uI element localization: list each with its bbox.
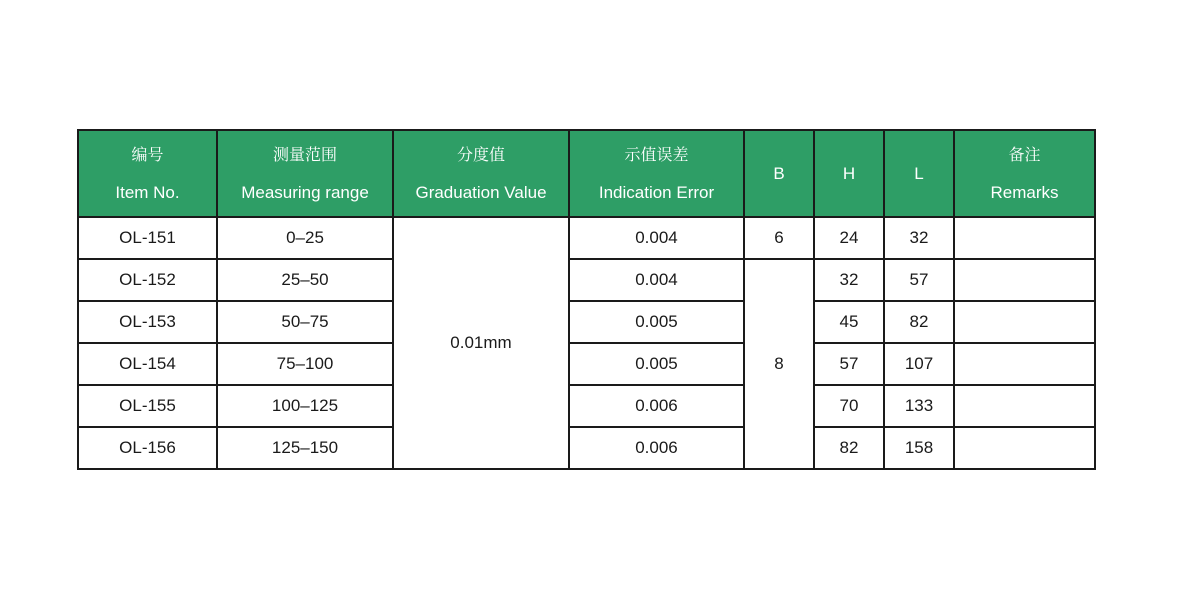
cell-remarks	[954, 385, 1095, 427]
header-remarks-zh: 备注	[1008, 144, 1041, 164]
cell-remarks	[954, 427, 1095, 469]
cell-indication-error: 0.004	[569, 217, 744, 259]
header-measuring-range-zh: 测量范围	[272, 144, 337, 164]
cell-graduation-value: 0.01mm	[393, 217, 569, 469]
header-indication-error-en: Indication Error	[598, 182, 715, 202]
header-measuring-range	[217, 130, 393, 217]
cell-l: 133	[884, 385, 954, 427]
cell-h: 57	[814, 343, 884, 385]
table-row	[78, 343, 1095, 385]
header-remarks	[954, 130, 1095, 217]
cell-remarks	[954, 301, 1095, 343]
header-item-no	[78, 130, 217, 217]
header-item-no-zh: 编号	[131, 144, 164, 164]
header-l: L	[884, 130, 954, 217]
cell-measuring-range: 25–50	[217, 259, 393, 301]
cell-indication-error: 0.006	[569, 427, 744, 469]
cell-h: 24	[814, 217, 884, 259]
header-indication-error	[569, 130, 744, 217]
cell-l: 82	[884, 301, 954, 343]
cell-l: 107	[884, 343, 954, 385]
cell-l: 57	[884, 259, 954, 301]
header-graduation-value	[393, 130, 569, 217]
header-measuring-range-en: Measuring range	[241, 182, 369, 202]
cell-b: 6	[744, 217, 814, 259]
table-row	[78, 427, 1095, 469]
cell-item-no: OL-152	[78, 259, 217, 301]
cell-l: 158	[884, 427, 954, 469]
header-b: B	[744, 130, 814, 217]
cell-item-no: OL-153	[78, 301, 217, 343]
cell-item-no: OL-151	[78, 217, 217, 259]
table-row	[78, 259, 1095, 301]
cell-item-no: OL-156	[78, 427, 217, 469]
cell-h: 82	[814, 427, 884, 469]
table-row	[78, 217, 1095, 259]
header-h: H	[814, 130, 884, 217]
cell-h: 45	[814, 301, 884, 343]
cell-remarks	[954, 217, 1095, 259]
cell-indication-error: 0.004	[569, 259, 744, 301]
table-row	[78, 301, 1095, 343]
cell-remarks	[954, 343, 1095, 385]
cell-indication-error: 0.005	[569, 343, 744, 385]
header-remarks-en: Remarks	[990, 182, 1059, 202]
cell-indication-error: 0.005	[569, 301, 744, 343]
cell-b: 8	[744, 259, 814, 469]
header-row	[78, 130, 1095, 217]
cell-h: 32	[814, 259, 884, 301]
cell-l: 32	[884, 217, 954, 259]
table-row	[78, 385, 1095, 427]
cell-measuring-range: 50–75	[217, 301, 393, 343]
cell-remarks	[954, 259, 1095, 301]
spec-table	[77, 129, 1096, 470]
header-item-no-en: Item No.	[115, 182, 180, 202]
cell-h: 70	[814, 385, 884, 427]
header-indication-error-zh: 示值误差	[624, 144, 689, 164]
cell-item-no: OL-154	[78, 343, 217, 385]
cell-measuring-range: 0–25	[217, 217, 393, 259]
cell-measuring-range: 100–125	[217, 385, 393, 427]
header-graduation-value-zh: 分度值	[456, 144, 505, 164]
cell-measuring-range: 75–100	[217, 343, 393, 385]
header-graduation-value-en: Graduation Value	[415, 182, 547, 202]
cell-item-no: OL-155	[78, 385, 217, 427]
cell-measuring-range: 125–150	[217, 427, 393, 469]
cell-indication-error: 0.006	[569, 385, 744, 427]
